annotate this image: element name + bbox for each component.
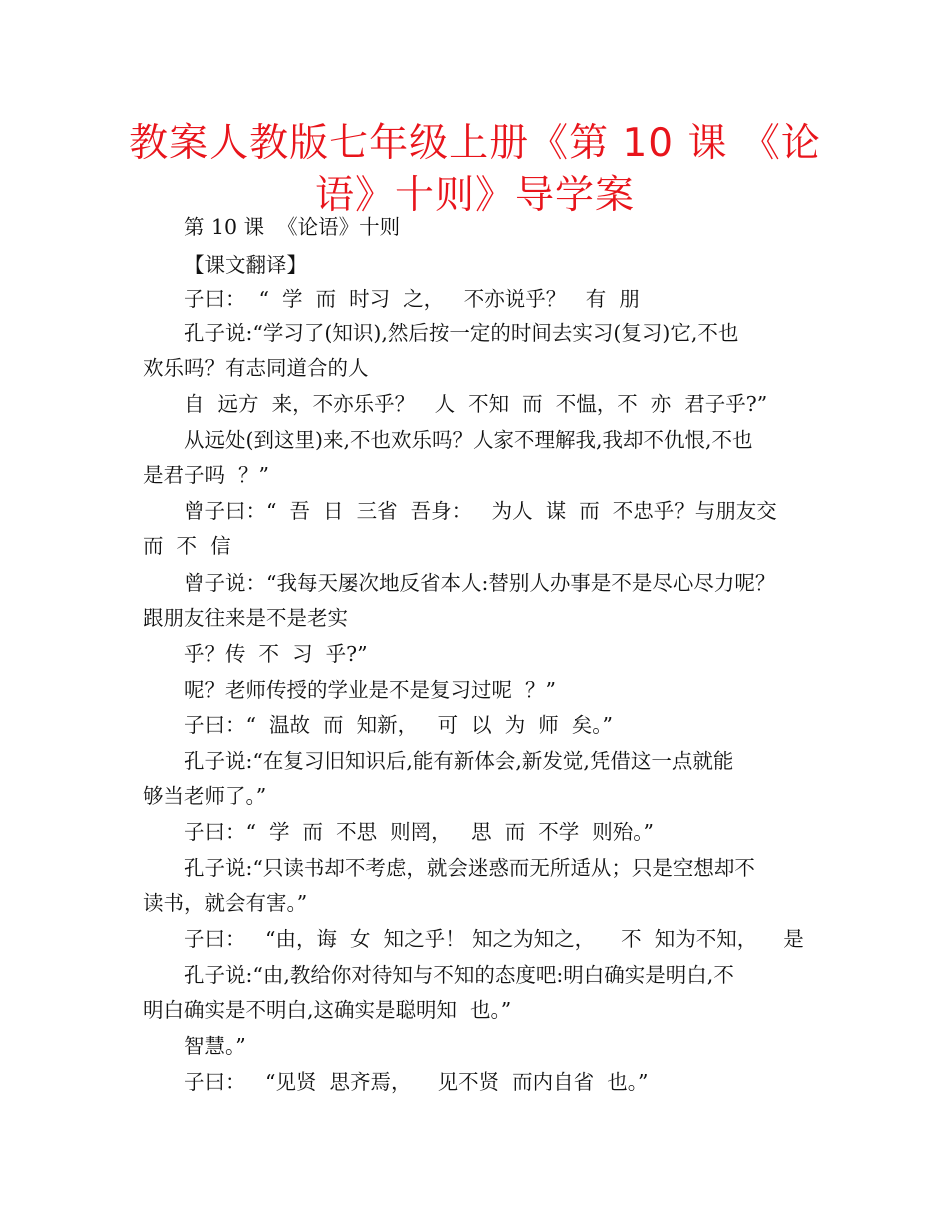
text-line: 孔子说:“由,教给你对待知与不知的态度吧:明白确实是明白,不	[184, 963, 734, 987]
text-line: 曾子曰：“ 吾 日 三省 吾身： 为人 谋 而 不忠乎？与朋友交	[184, 499, 777, 523]
text-line: 第 10 课 《论语》十则	[184, 215, 401, 239]
text-line: 子曰： “见贤 思齐焉， 见不贤 而内自省 也。”	[184, 1070, 649, 1094]
text-line: 子曰： “ 学 而 时习 之， 不亦说乎？ 有 朋	[184, 287, 640, 311]
text-line: 子曰：“ 温故 而 知新， 可 以 为 师 矣。”	[184, 713, 613, 737]
text-line: 从远处(到这里)来,不也欢乐吗？人家不理解我,我却不仇恨,不也	[184, 428, 753, 452]
text-line: 跟朋友往来是不是老实	[143, 606, 348, 630]
text-line: 自 远方 来，不亦乐乎？ 人 不知 而 不愠，不 亦 君子乎?”	[184, 392, 768, 416]
text-line: 读书，就会有害。”	[143, 891, 308, 915]
text-line: 子曰： “由，诲 女 知之乎！ 知之为知之， 不 知为不知， 是	[184, 927, 804, 951]
text-line: 孔子说:“在复习旧知识后,能有新体会,新发觉,凭借这一点就能	[184, 749, 734, 773]
text-line: 智慧。”	[184, 1034, 246, 1058]
text-line: 曾子说：“我每天屡次地反省本人:替别人办事是不是尽心尽力呢？	[184, 571, 776, 595]
text-line: 子曰：“ 学 而 不思 则罔， 思 而 不学 则殆。”	[184, 820, 654, 844]
text-line: 欢乐吗？有志同道合的人	[143, 356, 369, 380]
text-line: 乎？传 不 习 乎?”	[184, 642, 368, 666]
text-line: 明白确实是不明白,这确实是聪明知 也。”	[143, 998, 512, 1022]
document-title	[100, 118, 850, 222]
text-line: 【课文翻译】	[184, 253, 307, 277]
text-line: 孔子说:“只读书却不考虑，就会迷惑而无所适从；只是空想却不	[184, 856, 755, 880]
text-line: 是君子吗 ？”	[143, 463, 270, 487]
text-line: 呢？老师传授的学业是不是复习过呢 ？”	[184, 678, 557, 702]
title-line-1: 教案人教版七年级上册《第 10 课 《论	[129, 121, 821, 166]
title-line-2: 语》十则》导学案	[314, 173, 635, 218]
text-line: 孔子说:“学习了(知识),然后按一定的时间去实习(复习)它,不也	[184, 321, 739, 345]
text-line: 而 不 信	[143, 534, 231, 558]
text-line: 够当老师了。”	[143, 784, 267, 808]
